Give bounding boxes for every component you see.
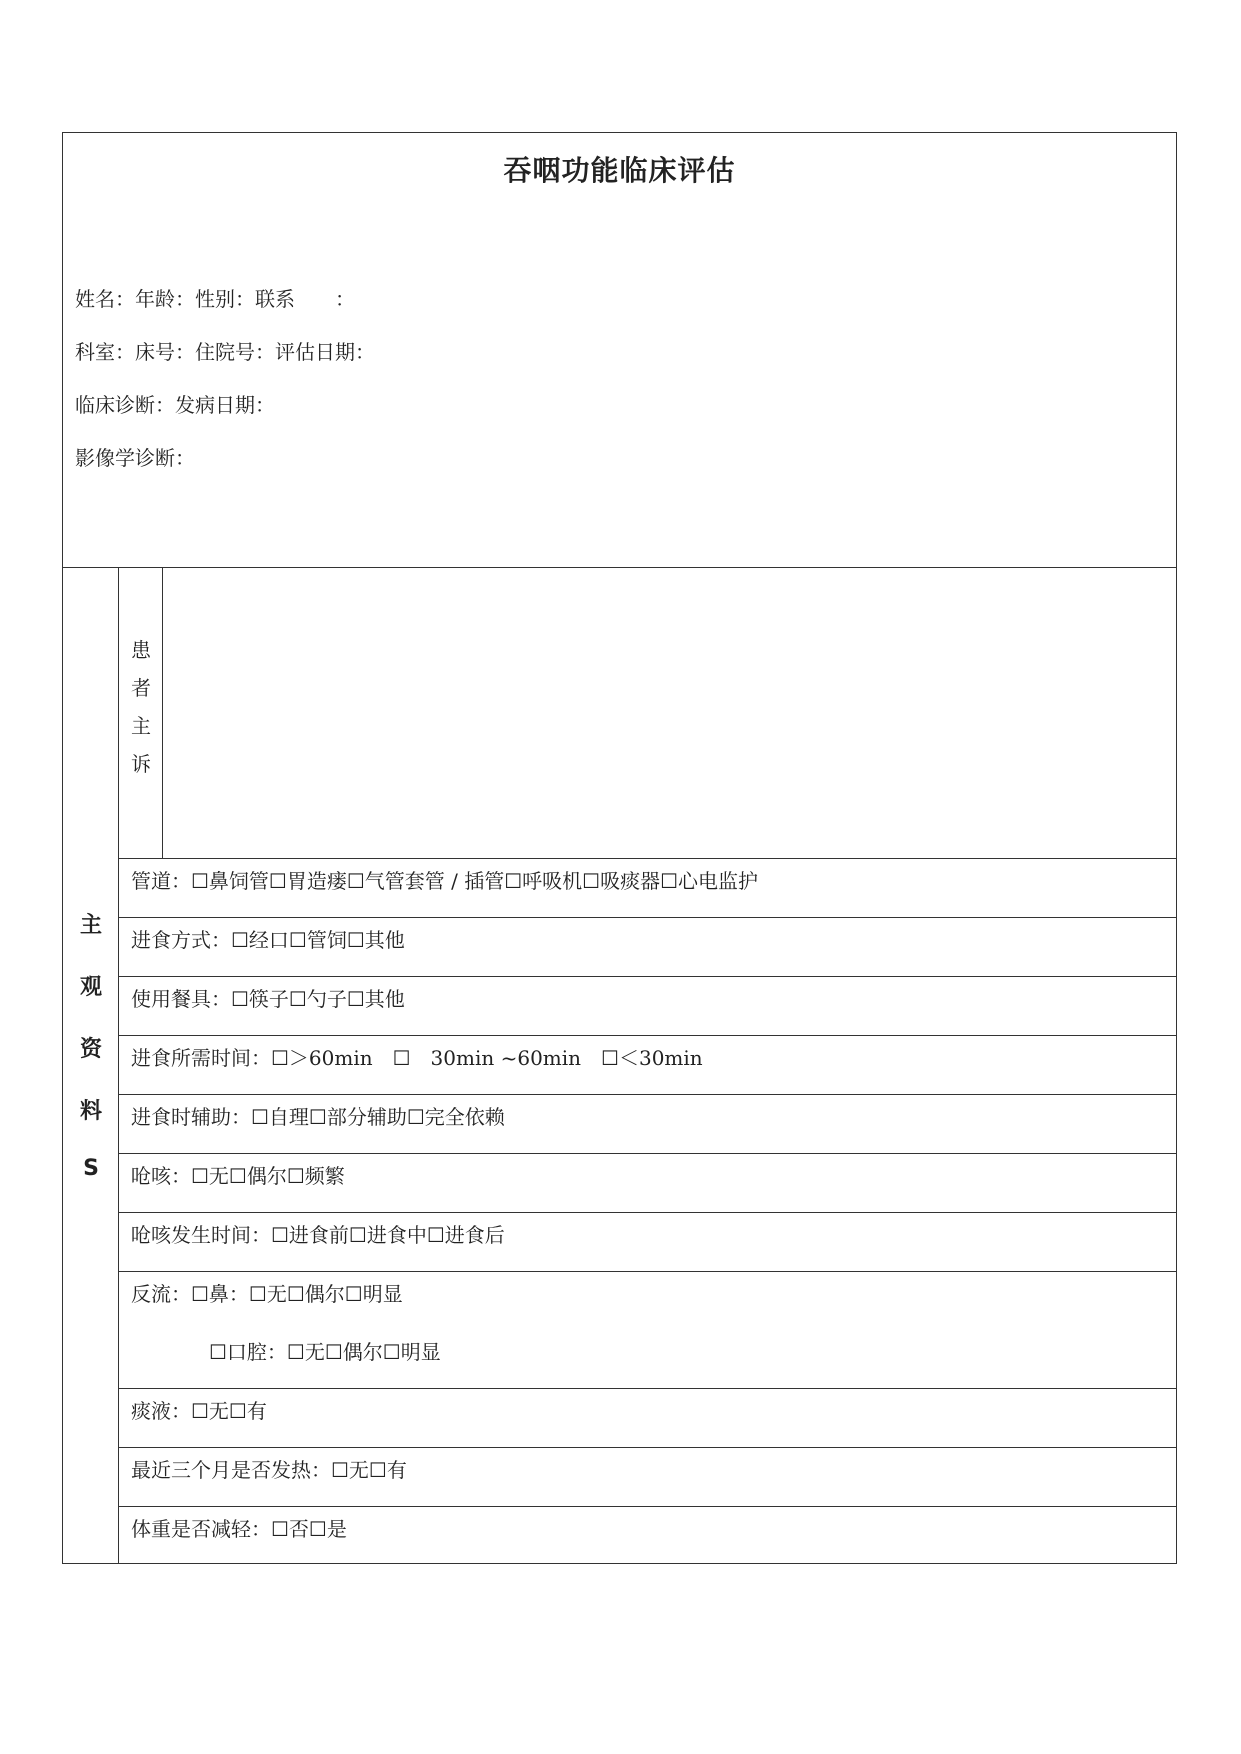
sputum-options[interactable]: 痰液：☐无☐有 bbox=[131, 1399, 267, 1423]
subjective-section-label bbox=[63, 568, 119, 1563]
cough-row bbox=[119, 1154, 1176, 1213]
patient-info-line-4: 影像学诊断： bbox=[75, 446, 195, 470]
utensils-row bbox=[119, 977, 1176, 1036]
feeding-assist-row bbox=[119, 1095, 1176, 1154]
form-header bbox=[63, 133, 1176, 568]
patient-info-line-3: 临床诊断：发病日期： bbox=[75, 393, 275, 417]
sputum-row bbox=[119, 1389, 1176, 1448]
complaint-label-char: 主 bbox=[131, 714, 151, 738]
tube-row bbox=[119, 859, 1176, 918]
patient-info-line-2: 科室：床号：住院号：评估日期： bbox=[75, 340, 375, 364]
fever-row bbox=[119, 1448, 1176, 1507]
feeding-time-options[interactable]: 进食所需时间：☐＞60min ☐ 30min ~60min ☐＜30min bbox=[131, 1046, 703, 1070]
form-title: 吞咽功能临床评估 bbox=[503, 154, 736, 187]
feeding-method-row bbox=[119, 918, 1176, 977]
feeding-assist-options[interactable]: 进食时辅助：☐自理☐部分辅助☐完全依赖 bbox=[131, 1105, 505, 1129]
complaint-label-char: 诉 bbox=[131, 752, 151, 776]
tube-options[interactable]: 管道：☐鼻饲管☐胃造瘘☐气管套管 / 插管☐呼吸机☐吸痰器☐心电监护 bbox=[131, 869, 759, 893]
chief-complaint-label bbox=[119, 568, 163, 858]
section-label-char: 观 bbox=[79, 975, 102, 1000]
section-label-char: 主 bbox=[79, 913, 102, 938]
section-label-char: 料 bbox=[79, 1099, 102, 1124]
weight-options[interactable]: 体重是否减轻：☐否☐是 bbox=[131, 1517, 347, 1541]
chief-complaint-row bbox=[119, 568, 1176, 859]
cough-time-row bbox=[119, 1213, 1176, 1272]
assessment-form bbox=[62, 132, 1177, 1564]
complaint-label-char: 患 bbox=[131, 638, 151, 662]
section-label-char: S bbox=[83, 1156, 99, 1181]
reflux-row bbox=[119, 1272, 1176, 1389]
complaint-label-char: 者 bbox=[131, 676, 151, 700]
reflux-mouth-options[interactable]: ☐口腔：☐无☐偶尔☐明显 bbox=[209, 1340, 441, 1364]
utensils-options[interactable]: 使用餐具：☐筷子☐勺子☐其他 bbox=[131, 987, 405, 1011]
feeding-time-row bbox=[119, 1036, 1176, 1095]
patient-info-line-1: 姓名：年龄：性别：联系 ： bbox=[75, 287, 355, 311]
chief-complaint-field[interactable] bbox=[163, 568, 1176, 858]
feeding-method-options[interactable]: 进食方式：☐经口☐管饲☐其他 bbox=[131, 928, 405, 952]
cough-options[interactable]: 呛咳：☐无☐偶尔☐频繁 bbox=[131, 1164, 345, 1188]
reflux-nose-options[interactable]: 反流：☐鼻：☐无☐偶尔☐明显 bbox=[131, 1282, 403, 1306]
cough-time-options[interactable]: 呛咳发生时间：☐进食前☐进食中☐进食后 bbox=[131, 1223, 505, 1247]
weight-row bbox=[119, 1507, 1176, 1563]
fever-options[interactable]: 最近三个月是否发热：☐无☐有 bbox=[131, 1458, 407, 1482]
section-label-char: 资 bbox=[79, 1037, 102, 1062]
